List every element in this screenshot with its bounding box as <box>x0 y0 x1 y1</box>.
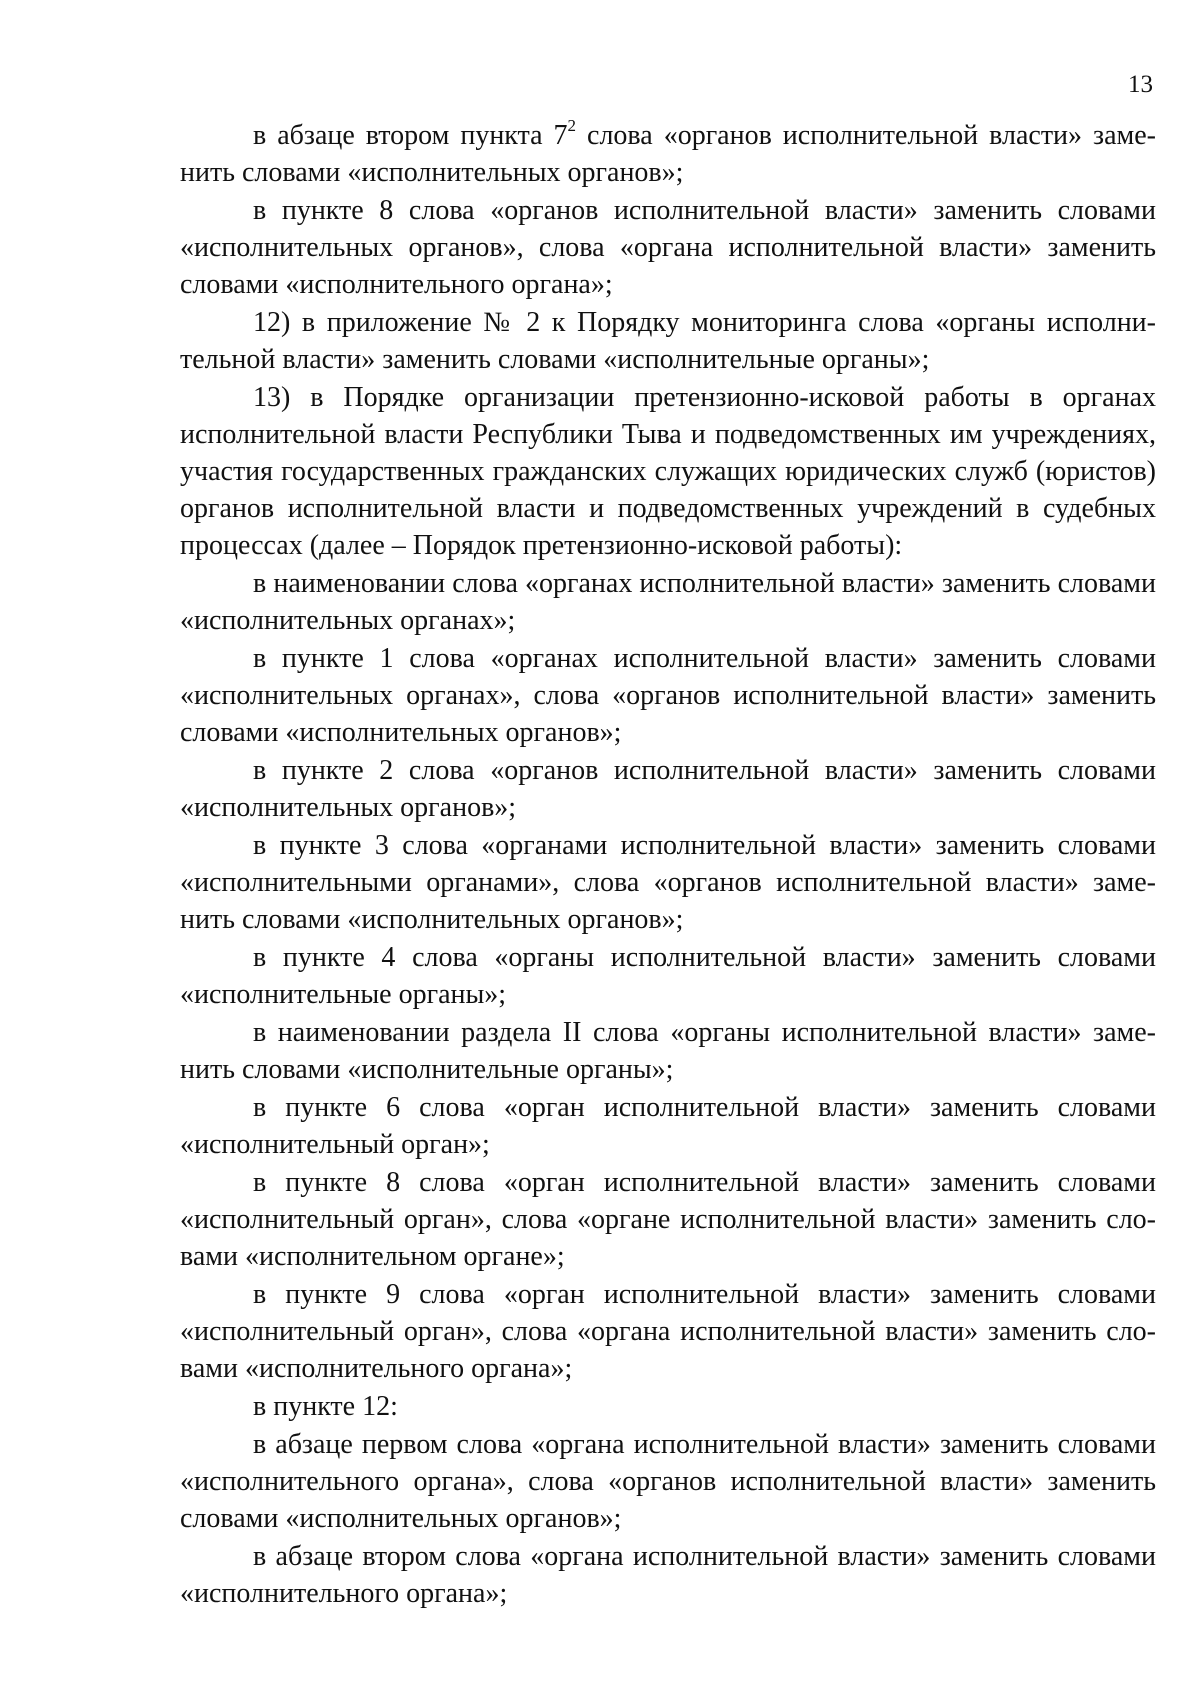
paragraph: в абзаце втором слова «органа исполнительной власти» заменить словами «исполнительного органа»; <box>180 1541 1156 1609</box>
paragraph: 12) в приложение № 2 к Порядку мониторинга слова «органы исполнительной власти» заменить словами «исполнительные органы»; <box>180 307 1156 375</box>
paragraph: в пункте 12: <box>253 1391 398 1422</box>
paragraph: в пункте 6 слова «орган исполнительной власти» заменить словами «исполнительный орган»; <box>180 1092 1156 1160</box>
paragraph: в пункте 4 слова «органы исполнительной власти» заменить словами «исполнительные органы»; <box>180 942 1156 1010</box>
paragraph-text: в абзаце втором пункта 7 <box>253 120 568 151</box>
paragraph: в пункте 2 слова «органов исполнительной власти» заменить словами «исполнительных органов»; <box>180 755 1156 823</box>
paragraph: в наименовании раздела II слова «органы исполнительной власти» заменить словами «исполнительные органы»; <box>180 1017 1156 1085</box>
paragraph <box>180 117 1156 191</box>
page-number: 13 <box>1128 71 1153 98</box>
paragraph: 13) в Порядке организации претензионно-исковой работы в органах исполнительной власти Республики Тыва и подведомственных им учреждениях, участия государственных гражданских служащих юридических служб (юристов) органов исполнительной власти и подведомственных учреждений в судебных процессах (далее – Порядок претензионно-исковой работы): <box>180 382 1156 561</box>
paragraph: в пункте 8 слова «органов исполнительной власти» заменить словами «исполнительных органов», слова «органа исполнительной власти» заменить словами «исполнительного органа»; <box>180 195 1156 300</box>
paragraph: в пункте 9 слова «орган исполнительной власти» заменить словами «исполнительный орган», слова «органа исполнительной власти» заменить словами «исполнительного органа»; <box>180 1279 1156 1384</box>
paragraph: в пункте 3 слова «органами исполнительной власти» заменить словами «исполнительными органами», слова «органов исполнительной власти» заменить словами «исполнительных органов»; <box>180 830 1156 935</box>
paragraph: в пункте 8 слова «орган исполнительной власти» заменить словами «исполнительный орган», слова «органе исполнительной власти» заменить словами «исполнительном органе»; <box>180 1167 1156 1272</box>
document-body <box>180 117 1156 1613</box>
paragraph: в абзаце первом слова «органа исполнительной власти» заменить словами «исполнительного органа», слова «органов исполнительной власти» заменить словами «исполнительных органов»; <box>180 1429 1156 1534</box>
paragraph: в пункте 1 слова «органах исполнительной власти» заменить словами «исполнительных органах», слова «органов исполнительной власти» заменить словами «исполнительных органов»; <box>180 643 1156 748</box>
paragraph-text: слова «органов исполнительной власти» заменить словами «исполнительных органов»; <box>180 120 1156 188</box>
paragraph: в наименовании слова «органах исполнительной власти» заменить словами «исполнительных органах»; <box>180 568 1156 636</box>
superscript: 2 <box>567 116 577 135</box>
